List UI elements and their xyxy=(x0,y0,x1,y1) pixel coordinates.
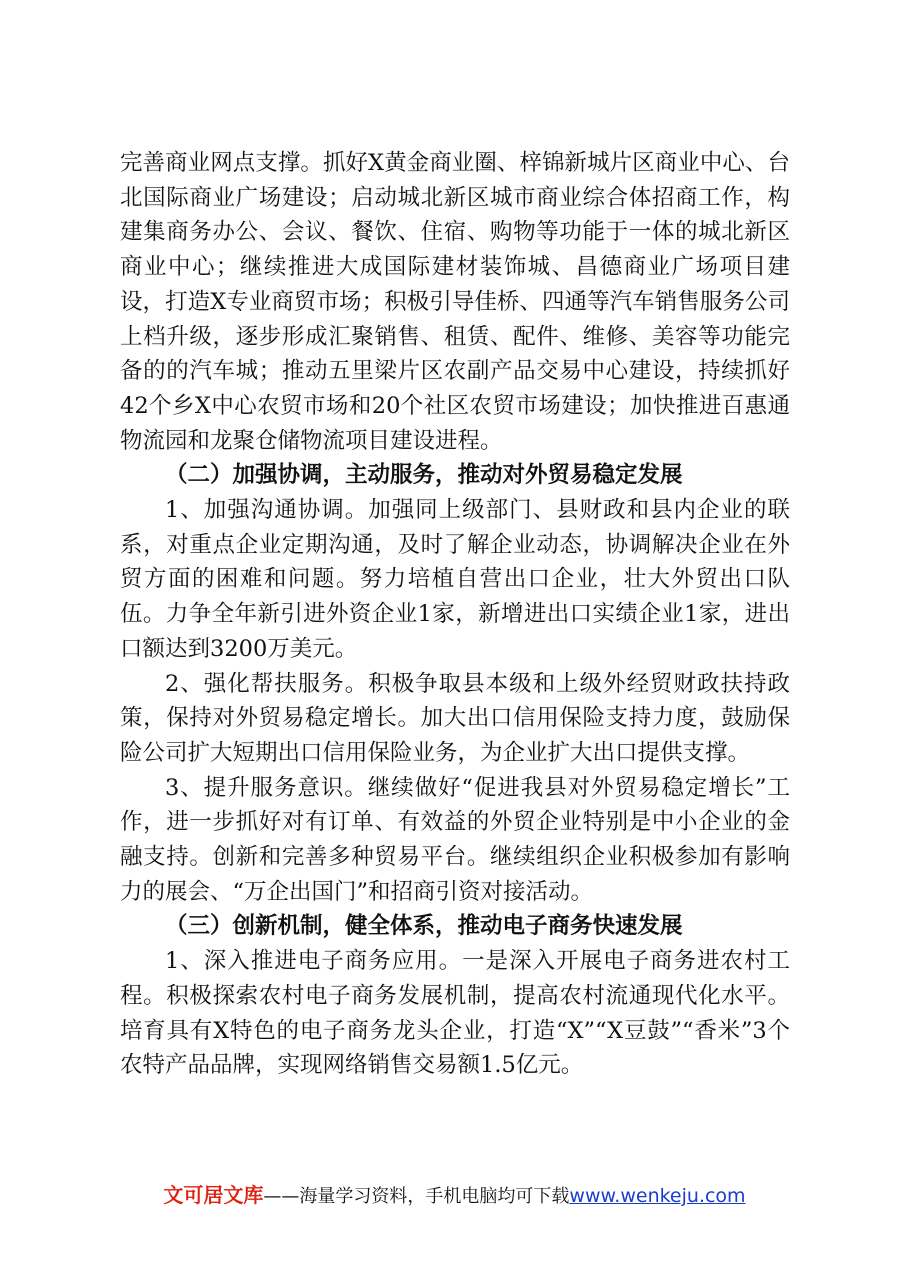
paragraph-ecommerce-application: 1、深入推进电子商务应用。一是深入开展电子商务进农村工程。积极探索农村电子商务发展机制，提高农村流通现代化水平。培育具有X特色的电子商务龙头企业，打造“X”“X豆鼓”“香米”3个农特产品品牌，实现网络销售交易额1.5亿元。 xyxy=(120,948,790,1079)
footer-tagline: ——海量学习资料，手机电脑均可下载 xyxy=(263,1186,570,1207)
paragraph-commerce-network: 完善商业网点支撑。抓好X黄金商业圈、梓锦新城片区商业中心、台北国际商业广场建设；启动城北新区城市商业综合体招商工作，构建集商务办公、会议、餐饮、住宿、购物等功能于一体的城北新区商业中心；继续推进大成国际建材装饰城、昌德商业广场项目建设，打造X专业商贸市场；积极引导佳桥、四通等汽车销售服务公司上档升级，逐步形成汇聚销售、租赁、配件、维修、美容等功能完备的的汽车城；推动五里梁片区农副产品交易中心建设，持续抓好42个乡X中心农贸市场和20个社区农贸市场建设；加快推进百惠通物流园和龙聚仓储物流项目建设进程。 xyxy=(120,150,790,454)
paragraph-service-awareness: 3、提升服务意识。继续做好“促进我县对外贸易稳定增长”工作，进一步抓好对有订单、有效益的外贸企业特别是中小企业的金融支持。创新和完善多种贸易平台。继续组织企业积极参加有影响力的展会、“万企出国门”和招商引资对接活动。 xyxy=(120,774,790,905)
section-heading-ecommerce: （三）创新机制，健全体系，推动电子商务快速发展 xyxy=(165,913,683,940)
footer-url-link[interactable]: www.wenkeju.com xyxy=(569,1185,746,1207)
section-heading-foreign-trade: （二）加强协调，主动服务，推动对外贸易稳定发展 xyxy=(165,462,683,489)
document-body xyxy=(120,146,790,1083)
footer-brand: 文可居文库 xyxy=(163,1183,264,1207)
paragraph-communication: 1、加强沟通协调。加强同上级部门、县财政和县内企业的联系，对重点企业定期沟通，及时了解企业动态，协调解决企业在外贸方面的困难和问题。努力培植自营出口企业，壮大外贸出口队伍。力争全年新引进外资企业1家，新增进出口实绩企业1家，进出口额达到3200万美元。 xyxy=(120,497,790,662)
paragraph-support-service: 2、强化帮扶服务。积极争取县本级和上级外经贸财政扶持政策，保持对外贸易稳定增长。加大出口信用保险支持力度，鼓励保险公司扩大短期出口信用保险业务，为企业扩大出口提供支撑。 xyxy=(120,670,790,766)
footer-banner xyxy=(0,1180,909,1212)
